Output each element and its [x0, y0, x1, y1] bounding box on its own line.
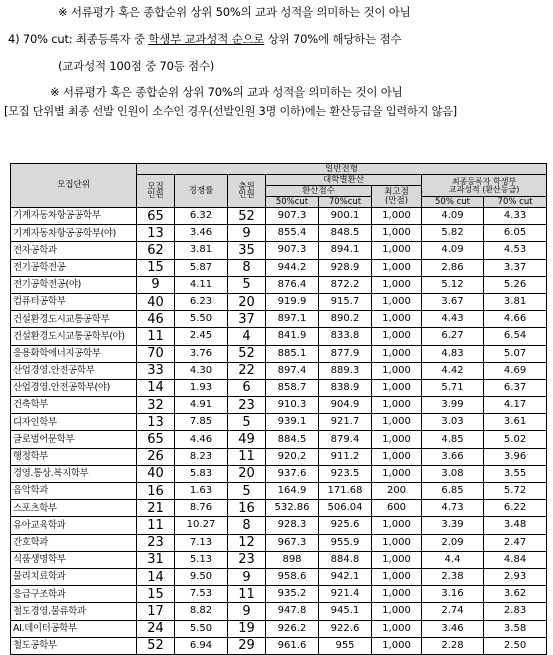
cell-competition: 4.30 [175, 362, 228, 379]
cell-cut50: 898 [266, 551, 319, 568]
cell-grade70: 3.55 [484, 465, 547, 482]
header-grade70: 70% cut [484, 197, 547, 208]
table-row [11, 276, 547, 293]
cell-max: 1,000 [372, 397, 422, 414]
cell-grade70: 3.58 [484, 620, 547, 637]
cell-max: 1,000 [372, 328, 422, 345]
cell-cut50: 532.86 [266, 500, 319, 517]
cell-cut50: 967.3 [266, 534, 319, 551]
cell-max: 1,000 [372, 225, 422, 242]
table-row [11, 225, 547, 242]
cell-cut50: 897.4 [266, 362, 319, 379]
cell-cut70: 848.5 [319, 225, 372, 242]
cell-cut70: 945.1 [319, 603, 372, 620]
cell-filled: 22 [228, 362, 266, 379]
cell-grade70: 4.17 [484, 397, 547, 414]
cell-quota: 13 [137, 414, 175, 431]
cell-filled: 9 [228, 568, 266, 585]
cell-grade50: 5.12 [422, 276, 484, 293]
cell-max: 1,000 [372, 345, 422, 362]
cell-cut50: 885.1 [266, 345, 319, 362]
cell-grade50: 4.83 [422, 345, 484, 362]
table-row [11, 208, 547, 225]
cell-cut50: 939.1 [266, 414, 319, 431]
cell-unit: 디자인학부 [11, 414, 137, 431]
cell-grade70: 4.69 [484, 362, 547, 379]
cell-cut70: 911.2 [319, 448, 372, 465]
note-70cut-suffix: 상위 70%에 해당하는 점수 [264, 32, 402, 46]
cell-grade50: 4.43 [422, 311, 484, 328]
cell-grade70: 2.93 [484, 568, 547, 585]
cell-unit: 음악학과 [11, 483, 137, 500]
cell-competition: 5.13 [175, 551, 228, 568]
cell-max: 1,000 [372, 637, 422, 654]
cell-grade50: 4.4 [422, 551, 484, 568]
table-row [11, 414, 547, 431]
cell-cut70: 872.2 [319, 276, 372, 293]
cell-grade50: 4.73 [422, 500, 484, 517]
cell-grade50: 3.99 [422, 397, 484, 414]
cell-competition: 3.76 [175, 345, 228, 362]
cell-quota: 33 [137, 362, 175, 379]
table-row [11, 603, 547, 620]
cell-grade50: 4.09 [422, 208, 484, 225]
note-70cut-underlined: 학생부 교과성적 순으로 [148, 32, 265, 46]
cell-quota: 40 [137, 465, 175, 482]
table-row [11, 259, 547, 276]
cell-max: 1,000 [372, 379, 422, 396]
cell-cut70: 904.9 [319, 397, 372, 414]
cell-cut70: 877.9 [319, 345, 372, 362]
cell-competition: 4.91 [175, 397, 228, 414]
cell-cut50: 958.6 [266, 568, 319, 585]
cell-max: 1,000 [372, 242, 422, 259]
cell-unit: 응용화학에너지공학부 [11, 345, 137, 362]
table-row [11, 534, 547, 551]
cell-max: 1,000 [372, 465, 422, 482]
cell-max: 1,000 [372, 517, 422, 534]
cell-competition: 8.82 [175, 603, 228, 620]
note-line-70cut-definition [8, 31, 401, 47]
table-row [11, 345, 547, 362]
cell-max: 1,000 [372, 276, 422, 293]
note-70cut-prefix: 4) 70% cut: 최종등록자 중 [8, 32, 149, 46]
cell-competition: 8.23 [175, 448, 228, 465]
cell-max: 200 [372, 483, 422, 500]
cell-filled: 20 [228, 465, 266, 482]
cell-competition: 5.83 [175, 465, 228, 482]
cell-quota: 65 [137, 208, 175, 225]
cell-cut70: 171.68 [319, 483, 372, 500]
cell-filled: 5 [228, 276, 266, 293]
cell-grade50: 2.38 [422, 568, 484, 585]
cell-unit: 물리치료학과 [11, 568, 137, 585]
cell-unit: 건설환경도시교통공학부(야) [11, 328, 137, 345]
table-row [11, 311, 547, 328]
table-row [11, 379, 547, 396]
table-row [11, 397, 547, 414]
cell-filled: 23 [228, 397, 266, 414]
cell-competition: 7.85 [175, 414, 228, 431]
cell-filled: 8 [228, 517, 266, 534]
cell-max: 1,000 [372, 620, 422, 637]
cell-grade70: 3.37 [484, 259, 547, 276]
cell-competition: 10.27 [175, 517, 228, 534]
note-line-70-disclaimer: ※ 서류평가 혹은 종합순위 상위 70%의 교과 성적을 의미하는 것이 아님 [50, 85, 403, 99]
cell-grade50: 2.28 [422, 637, 484, 654]
cell-max: 1,000 [372, 586, 422, 603]
cell-unit: 글로벌어문학부 [11, 431, 137, 448]
cell-quota: 46 [137, 311, 175, 328]
cell-quota: 26 [137, 448, 175, 465]
cell-cut70: 884.8 [319, 551, 372, 568]
cell-cut70: 889.3 [319, 362, 372, 379]
cell-grade70: 4.53 [484, 242, 547, 259]
cell-cut70: 955 [319, 637, 372, 654]
cell-grade70: 3.48 [484, 517, 547, 534]
cell-cut50: 907.3 [266, 242, 319, 259]
cell-competition: 6.32 [175, 208, 228, 225]
header-admission-type: 일반전형 [137, 164, 547, 175]
cell-cut70: 833.8 [319, 328, 372, 345]
cell-max: 1,000 [372, 534, 422, 551]
table-row [11, 362, 547, 379]
table-row [11, 620, 547, 637]
cell-max: 1,000 [372, 603, 422, 620]
cell-quota: 31 [137, 551, 175, 568]
cell-grade50: 3.03 [422, 414, 484, 431]
header-converted: 환산점수 [266, 186, 372, 197]
cell-unit: 철도경영.물류학과 [11, 603, 137, 620]
cell-max: 1,000 [372, 448, 422, 465]
cell-grade70: 4.33 [484, 208, 547, 225]
cell-grade70: 3.62 [484, 586, 547, 603]
cell-filled: 5 [228, 414, 266, 431]
cell-max: 1,000 [372, 293, 422, 310]
cell-cut70: 942.1 [319, 568, 372, 585]
cell-filled: 20 [228, 293, 266, 310]
cell-grade50: 6.27 [422, 328, 484, 345]
cell-competition: 4.11 [175, 276, 228, 293]
cell-competition: 5.50 [175, 620, 228, 637]
cell-filled: 11 [228, 448, 266, 465]
cell-competition: 8.76 [175, 500, 228, 517]
cell-grade70: 6.37 [484, 379, 547, 396]
cell-max: 1,000 [372, 568, 422, 585]
cell-max: 1,000 [372, 362, 422, 379]
cell-grade70: 2.83 [484, 603, 547, 620]
cell-unit: 경영.통상.복지학부 [11, 465, 137, 482]
cell-filled: 35 [228, 242, 266, 259]
cell-grade50: 4.85 [422, 431, 484, 448]
cell-cut50: 919.9 [266, 293, 319, 310]
cell-grade70: 4.84 [484, 551, 547, 568]
cell-cut50: 926.2 [266, 620, 319, 637]
cell-quota: 15 [137, 586, 175, 603]
table-row [11, 328, 547, 345]
cell-quota: 16 [137, 483, 175, 500]
header-max: 최고점 (만점) [372, 186, 422, 208]
header-cut70: 70%cut [319, 197, 372, 208]
cell-unit: 간호학과 [11, 534, 137, 551]
cell-unit: 전자공학과 [11, 242, 137, 259]
cell-competition: 2.45 [175, 328, 228, 345]
cell-cut70: 925.6 [319, 517, 372, 534]
cell-competition: 5.50 [175, 311, 228, 328]
cell-quota: 17 [137, 603, 175, 620]
cell-grade50: 2.09 [422, 534, 484, 551]
cell-cut50: 164.9 [266, 483, 319, 500]
table-row [11, 483, 547, 500]
cell-cut50: 841.9 [266, 328, 319, 345]
cell-quota: 24 [137, 620, 175, 637]
admission-results-table [10, 163, 547, 655]
cell-filled: 52 [228, 208, 266, 225]
cell-unit: 산업경영.안전공학부 [11, 362, 137, 379]
cell-competition: 5.87 [175, 259, 228, 276]
cell-cut70: 506.04 [319, 500, 372, 517]
cell-grade70: 6.05 [484, 225, 547, 242]
header-unit: 모집단위 [11, 164, 137, 208]
cell-cut70: 915.7 [319, 293, 372, 310]
cell-unit: 기계자동차항공공학부(야) [11, 225, 137, 242]
header-univ-score: 대학별환산 [266, 175, 422, 186]
cell-unit: 응급구조학과 [11, 586, 137, 603]
cell-unit: 전기공학전공(야) [11, 276, 137, 293]
cell-unit: 스포츠학부 [11, 500, 137, 517]
cell-quota: 14 [137, 379, 175, 396]
cell-grade50: 3.39 [422, 517, 484, 534]
cell-grade50: 3.66 [422, 448, 484, 465]
cell-competition: 1.93 [175, 379, 228, 396]
cell-cut70: 894.1 [319, 242, 372, 259]
cell-unit: 기계자동차항공공학부 [11, 208, 137, 225]
cell-competition: 6.23 [175, 293, 228, 310]
cell-filled: 5 [228, 483, 266, 500]
cell-unit: AI.데이터공학부 [11, 620, 137, 637]
cell-competition: 3.46 [175, 225, 228, 242]
cell-grade70: 4.66 [484, 311, 547, 328]
cell-cut50: 897.1 [266, 311, 319, 328]
cell-cut50: 876.4 [266, 276, 319, 293]
table-row [11, 551, 547, 568]
cell-competition: 3.81 [175, 242, 228, 259]
cell-max: 1,000 [372, 311, 422, 328]
cell-grade50: 5.82 [422, 225, 484, 242]
table-row [11, 293, 547, 310]
note-line-small-unit: [모집 단위별 최종 선발 인원이 소수인 경우(선발인원 3명 이하)에는 환산등급을 입력하지 않음] [4, 105, 457, 118]
cell-cut50: 944.2 [266, 259, 319, 276]
cell-grade50: 2.86 [422, 259, 484, 276]
cell-cut70: 890.2 [319, 311, 372, 328]
cell-cut50: 947.8 [266, 603, 319, 620]
cell-filled: 16 [228, 500, 266, 517]
cell-filled: 29 [228, 637, 266, 654]
cell-max: 1,000 [372, 431, 422, 448]
cell-filled: 9 [228, 225, 266, 242]
cell-cut70: 900.1 [319, 208, 372, 225]
cell-competition: 7.13 [175, 534, 228, 551]
cell-cut70: 921.7 [319, 414, 372, 431]
table-row [11, 568, 547, 585]
cell-unit: 유아교육학과 [11, 517, 137, 534]
cell-competition: 4.46 [175, 431, 228, 448]
table-row [11, 517, 547, 534]
cell-max: 600 [372, 500, 422, 517]
header-final-grade: 최종등록자 학생부 교과성적 (환산등급) [422, 175, 547, 197]
cell-grade50: 5.71 [422, 379, 484, 396]
cell-unit: 건축학부 [11, 397, 137, 414]
cell-grade50: 4.42 [422, 362, 484, 379]
cell-grade70: 3.96 [484, 448, 547, 465]
cell-max: 1,000 [372, 551, 422, 568]
cell-grade70: 5.02 [484, 431, 547, 448]
cell-grade50: 3.46 [422, 620, 484, 637]
cell-filled: 9 [228, 603, 266, 620]
header-filled: 충원 인원 [228, 175, 266, 208]
cell-unit: 식품생명학부 [11, 551, 137, 568]
cell-quota: 65 [137, 431, 175, 448]
cell-cut50: 928.3 [266, 517, 319, 534]
header-cut50: 50%cut [266, 197, 319, 208]
cell-grade70: 2.47 [484, 534, 547, 551]
cell-cut70: 955.9 [319, 534, 372, 551]
cell-competition: 7.53 [175, 586, 228, 603]
cell-max: 1,000 [372, 414, 422, 431]
cell-grade50: 3.16 [422, 586, 484, 603]
cell-grade50: 4.09 [422, 242, 484, 259]
cell-cut50: 884.5 [266, 431, 319, 448]
cell-quota: 15 [137, 259, 175, 276]
cell-grade70: 3.61 [484, 414, 547, 431]
table-row [11, 465, 547, 482]
cell-grade70: 5.26 [484, 276, 547, 293]
cell-quota: 23 [137, 534, 175, 551]
cell-cut50: 907.3 [266, 208, 319, 225]
cell-grade70: 6.22 [484, 500, 547, 517]
note-line-50cut: ※ 서류평가 혹은 종합순위 상위 50%의 교과 성적을 의미하는 것이 아님 [58, 5, 411, 19]
cell-unit: 산업경영.안전공학부(야) [11, 379, 137, 396]
cell-grade70: 5.72 [484, 483, 547, 500]
cell-quota: 40 [137, 293, 175, 310]
cell-cut50: 855.4 [266, 225, 319, 242]
cell-filled: 19 [228, 620, 266, 637]
cell-grade70: 3.81 [484, 293, 547, 310]
table-row [11, 431, 547, 448]
cell-cut70: 928.9 [319, 259, 372, 276]
cell-quota: 52 [137, 637, 175, 654]
cell-cut70: 923.5 [319, 465, 372, 482]
cell-cut70: 838.9 [319, 379, 372, 396]
cell-quota: 14 [137, 568, 175, 585]
cell-filled: 23 [228, 551, 266, 568]
cell-filled: 8 [228, 259, 266, 276]
cell-quota: 9 [137, 276, 175, 293]
cell-quota: 11 [137, 328, 175, 345]
cell-grade50: 3.08 [422, 465, 484, 482]
note-line-70rank: (교과성적 100점 중 70등 점수) [58, 59, 215, 73]
table-row [11, 586, 547, 603]
cell-max: 1,000 [372, 208, 422, 225]
cell-quota: 32 [137, 397, 175, 414]
cell-unit: 행정학부 [11, 448, 137, 465]
cell-grade70: 6.54 [484, 328, 547, 345]
cell-filled: 37 [228, 311, 266, 328]
cell-cut70: 879.4 [319, 431, 372, 448]
cell-competition: 1.63 [175, 483, 228, 500]
cell-filled: 11 [228, 586, 266, 603]
table-row [11, 448, 547, 465]
table-row [11, 242, 547, 259]
cell-cut50: 920.2 [266, 448, 319, 465]
cell-cut50: 858.7 [266, 379, 319, 396]
cell-cut70: 922.6 [319, 620, 372, 637]
cell-max: 1,000 [372, 259, 422, 276]
cell-unit: 컴퓨터공학부 [11, 293, 137, 310]
header-grade50: 50% cut [422, 197, 484, 208]
cell-competition: 6.94 [175, 637, 228, 654]
cell-cut50: 910.3 [266, 397, 319, 414]
cell-unit: 건설환경도시교통공학부 [11, 311, 137, 328]
cell-quota: 21 [137, 500, 175, 517]
cell-filled: 12 [228, 534, 266, 551]
cell-grade50: 6.85 [422, 483, 484, 500]
cell-unit: 철도공학부 [11, 637, 137, 654]
header-competition: 경쟁률 [175, 175, 228, 208]
cell-grade50: 2.74 [422, 603, 484, 620]
cell-filled: 6 [228, 379, 266, 396]
cell-unit: 전기공학전공 [11, 259, 137, 276]
cell-cut70: 921.4 [319, 586, 372, 603]
cell-cut50: 937.6 [266, 465, 319, 482]
table-row [11, 637, 547, 654]
cell-filled: 49 [228, 431, 266, 448]
cell-quota: 11 [137, 517, 175, 534]
header-quota: 모집 인원 [137, 175, 175, 208]
cell-cut50: 961.6 [266, 637, 319, 654]
cell-quota: 70 [137, 345, 175, 362]
cell-grade70: 5.07 [484, 345, 547, 362]
cell-filled: 4 [228, 328, 266, 345]
cell-competition: 9.50 [175, 568, 228, 585]
cell-cut50: 935.2 [266, 586, 319, 603]
table-row [11, 500, 547, 517]
cell-grade70: 2.50 [484, 637, 547, 654]
cell-quota: 62 [137, 242, 175, 259]
cell-quota: 13 [137, 225, 175, 242]
cell-grade50: 3.67 [422, 293, 484, 310]
cell-filled: 52 [228, 345, 266, 362]
